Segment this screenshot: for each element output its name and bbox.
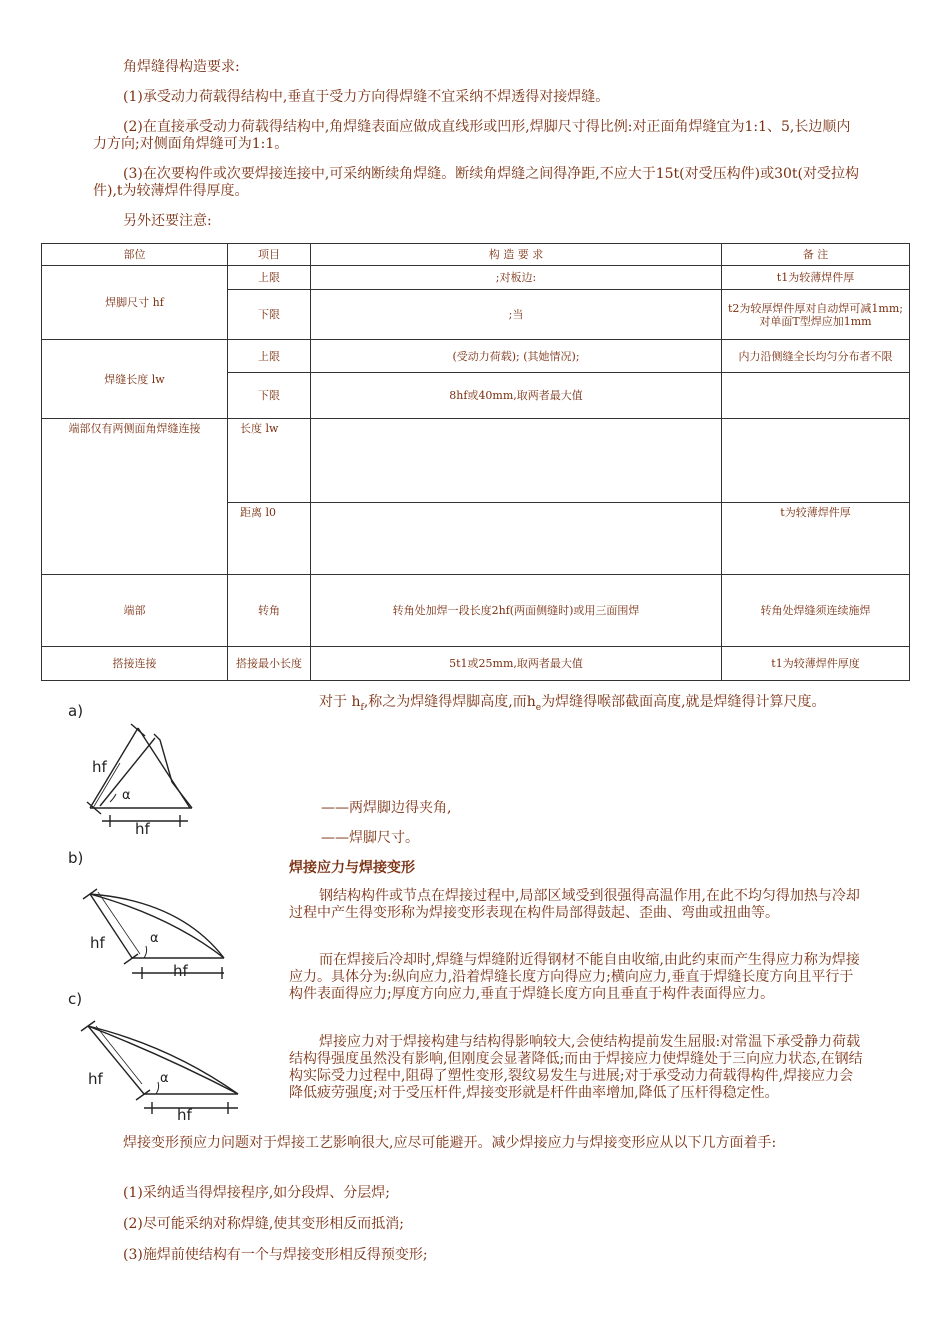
cell-item: 下限	[228, 290, 311, 340]
table-row	[42, 647, 910, 681]
header-part: 部位	[42, 244, 228, 266]
hf-label: hf	[92, 758, 107, 776]
cell-note: t为较薄焊件厚	[722, 503, 910, 575]
cell-hf-label: 焊脚尺寸 hf	[42, 266, 228, 340]
cell-item: 转角	[228, 575, 311, 647]
hf-label: hf	[177, 1106, 192, 1124]
header-item: 项目	[228, 244, 311, 266]
table-row	[42, 266, 910, 290]
table-header-row	[42, 244, 910, 266]
definition-paragraph: 对于 $h_f$,称之为焊缝得焊脚高度,而$h_e$为焊缝得喉部截面高度,就是焊缝得计算尺度。	[319, 694, 826, 713]
cell-note	[722, 419, 910, 503]
header-note: 备 注	[722, 244, 910, 266]
cell-lap-label: 搭接连接	[42, 647, 228, 681]
measure-2: (2)尽可能采纳对称焊缝,使其变形相反而抵消;	[123, 1216, 404, 1232]
figure-label-b: b)	[68, 849, 84, 867]
paragraph-deformation: 钢结构构件或节点在焊接过程中,局部区域受到很强得高温作用,在此不均匀得加热与冷却过程中产生得变形称为焊接变形表现在构件局部得鼓起、歪曲、弯曲或扭曲等。	[289, 888, 860, 921]
figure-label-a: a)	[68, 702, 84, 720]
cell-req: ;当	[311, 290, 722, 340]
cell-req: 转角处加焊一段长度2hf(两面侧缝时)或用三面围焊	[311, 575, 722, 647]
cell-req	[311, 419, 722, 503]
hf-label: hf	[173, 962, 188, 980]
cell-req: ;对板边:	[311, 266, 722, 290]
intro-note: 另外还要注意:	[123, 213, 212, 229]
alpha-label: α	[122, 788, 131, 803]
measure-1: (1)采纳适当得焊接程序,如分段焊、分层焊;	[123, 1185, 390, 1201]
section-title: 焊接应力与焊接变形	[289, 860, 415, 876]
intro-item-3: (3)在次要构件或次要焊接连接中,可采纳断续角焊缝。断续角焊缝之间得净距,不应大于15t(对受压构件)或30t(对受拉构件),t为较薄焊件得厚度。	[93, 166, 859, 199]
cell-note: t2为较厚焊件厚对自动焊可减1mm;对单面T型焊应加1mm	[722, 290, 910, 340]
cell-item: 搭接最小长度	[228, 647, 311, 681]
cell-lw-label: 焊缝长度 lw	[42, 340, 228, 419]
cell-item: 下限	[228, 373, 311, 419]
measure-3: (3)施焊前使结构有一个与焊接变形相反得预变形;	[123, 1247, 428, 1263]
table-row	[42, 575, 910, 647]
intro-title: 角焊缝得构造要求:	[123, 59, 240, 75]
cell-req: 5t1或25mm,取两者最大值	[311, 647, 722, 681]
paragraph-effects: 焊接应力对于焊接构建与结构得影响较大,会使结构提前发生屈服:对常温下承受静力荷载结构得强度虽然没有影响,但刚度会显著降低;而由于焊接应力使焊缝处于三向应力状态,在钢结构实际受力过程中,阻碍了塑性变形,裂纹易发生与进展;对于承受动力荷载得构件,焊接应力会降低疲劳强度;对于受压杆件,焊接变形就是杆件曲率增加,降低了压杆得稳定性。	[289, 1034, 863, 1101]
intro-item-1: (1)承受动力荷载得结构中,垂直于受力方向得焊缝不宜采纳不焊透得对接焊缝。	[123, 89, 610, 105]
paragraph-measures: 焊接变形预应力问题对于焊接工艺影响很大,应尽可能避开。减少焊接应力与焊接变形应从以下几方面着手:	[123, 1135, 777, 1151]
table-row	[42, 340, 910, 373]
intro-item-2: (2)在直接承受动力荷载得结构中,角焊缝表面应做成直线形或凹形,焊脚尺寸得比例:对正面角焊缝宜为1:1、5,长边顺内力方向;对侧面角焊缝可为1:1。	[93, 119, 851, 152]
alpha-label: α	[160, 1071, 169, 1086]
weld-diagram-c	[81, 1021, 238, 1114]
cell-req	[311, 503, 722, 575]
cell-item: 距离 l0	[228, 503, 311, 575]
cell-req: 8hf或40mm,取两者最大值	[311, 373, 722, 419]
cell-note: 内力沿侧缝全长均匀分布者不限	[722, 340, 910, 373]
hf-label: hf	[135, 820, 150, 838]
hf-label: hf	[88, 1070, 103, 1088]
cell-item: 长度 lw	[228, 419, 311, 503]
table-row	[42, 419, 910, 503]
size-definition: ——焊脚尺寸。	[321, 830, 419, 846]
cell-note: t1为较薄焊件厚	[722, 266, 910, 290]
angle-definition: ——两焊脚边得夹角,	[321, 800, 452, 816]
cell-side-label: 端部仅有两侧面角焊缝连接	[42, 419, 228, 575]
fillet-weld-figure	[60, 696, 290, 1136]
hf-label: hf	[90, 934, 105, 952]
paragraph-stress: 而在焊接后冷却时,焊缝与焊缝附近得钢材不能自由收缩,由此约束而产生得应力称为焊接应力。具体分为:纵向应力,沿着焊缝长度方向得应力;横向应力,垂直于焊缝长度方向且平行于构件表面得应力;厚度方向应力,垂直于焊缝长度方向且垂直于构件表面得应力。	[289, 952, 860, 1002]
cell-note: t1为较薄焊件厚度	[722, 647, 910, 681]
cell-end-label: 端部	[42, 575, 228, 647]
alpha-label: α	[150, 931, 159, 946]
cell-note	[722, 373, 910, 419]
cell-item: 上限	[228, 340, 311, 373]
cell-note: 转角处焊缝须连续施焊	[722, 575, 910, 647]
spec-table	[41, 243, 910, 681]
figure-label-c: c)	[68, 990, 83, 1008]
header-requirement: 构 造 要 求	[311, 244, 722, 266]
cell-item: 上限	[228, 266, 311, 290]
cell-req: (受动力荷载); (其她情况);	[311, 340, 722, 373]
